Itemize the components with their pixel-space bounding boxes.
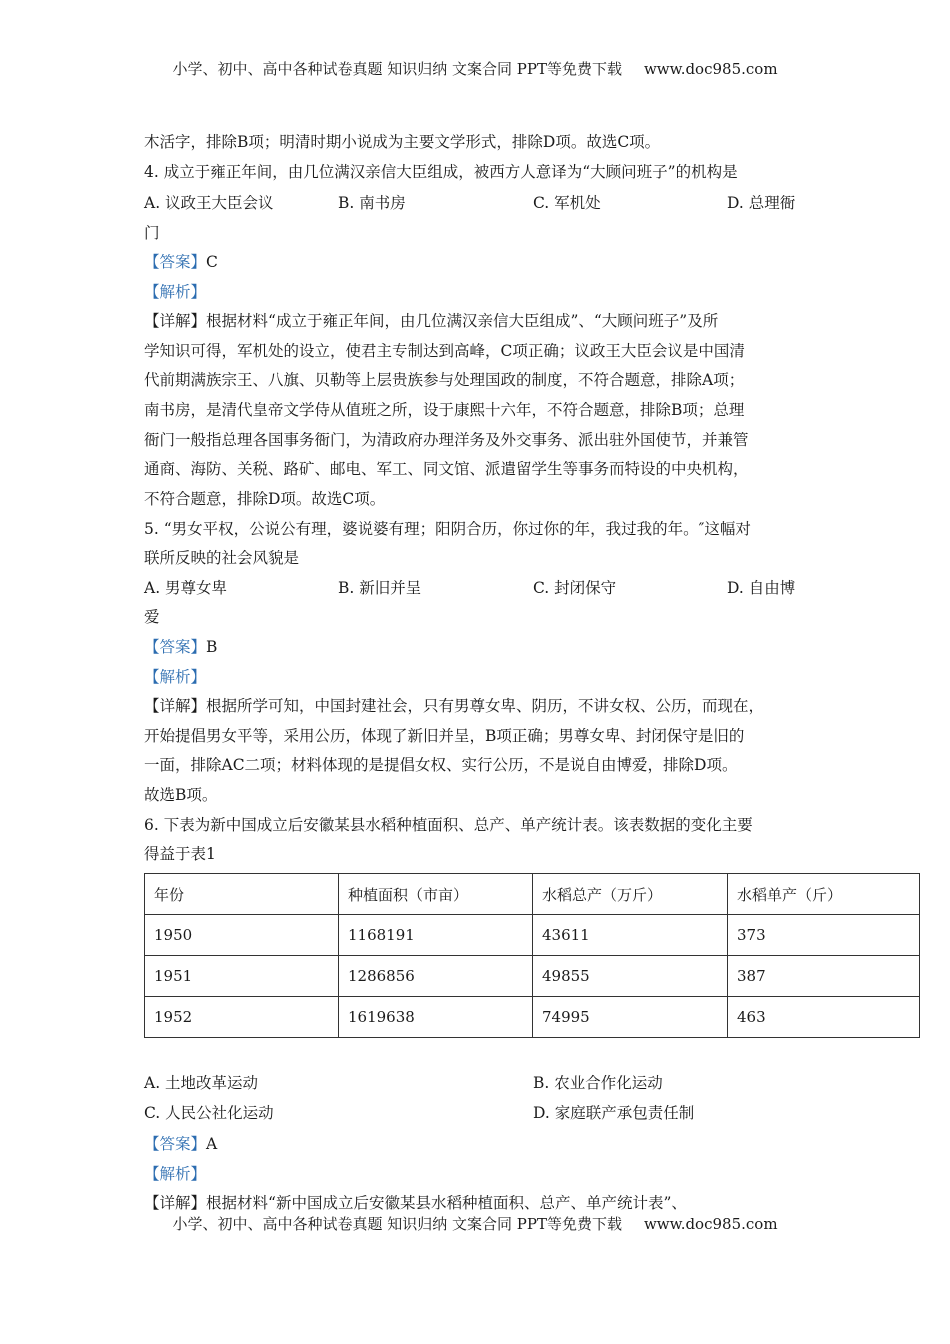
q5-option-d: D. 自由博 [727, 579, 796, 597]
q5-analysis-tag: 【解析】 [144, 668, 207, 686]
q4-detail-line-7: 不符合题意，排除D项。故选C项。 [144, 490, 386, 508]
detail-tag: 【详解】 [144, 697, 207, 715]
q6-stem-line-1: 6. 下表为新中国成立后安徽某县水稻种植面积、总产、单产统计表。该表数据的变化主要 [144, 816, 753, 834]
q4-option-b: B. 南书房 [338, 194, 406, 212]
detail-tag: 【详解】 [144, 1194, 207, 1212]
footer-text: 小学、初中、高中各种试卷真题 知识归纳 文案合同 PPT等免费下载 [172, 1215, 622, 1233]
header-url[interactable]: www.doc985.com [643, 60, 778, 78]
q5-detail-line-4: 故选B项。 [144, 786, 218, 804]
q5-detail-line-1 [144, 696, 764, 716]
footer-url[interactable]: www.doc985.com [643, 1215, 778, 1233]
q5-detail-line-3: 一面，排除AC二项；材料体现的是提倡女权、实行公历，不是说自由博爱，排除D项。 [144, 756, 738, 774]
table-cell: 49855 [533, 956, 728, 997]
q5-option-c: C. 封闭保守 [533, 579, 617, 597]
q4-answer-value: C [206, 253, 218, 271]
q4-stem: 4. 成立于雍正年间，由几位满汉亲信大臣组成，被西方人意译为“大顾问班子”的机构是 [144, 163, 738, 181]
q4-option-d: D. 总理衙 [727, 194, 796, 212]
q6-option-d: D. 家庭联产承包责任制 [533, 1104, 695, 1122]
detail-tag: 【详解】 [144, 312, 207, 330]
table-cell: 463 [728, 997, 920, 1038]
answer-tag: 【答案】 [144, 638, 207, 656]
page-header [0, 58, 950, 79]
q4-analysis-tag: 【解析】 [144, 283, 207, 301]
answer-tag: 【答案】 [144, 253, 207, 271]
q4-detail-line-6: 通商、海防、关税、路矿、邮电、军工、同文馆、派遣留学生等事务而特设的中央机构， [144, 460, 749, 478]
table-cell: 1168191 [339, 915, 533, 956]
q6-option-c: C. 人民公社化运动 [144, 1104, 274, 1122]
q5-option-b: B. 新旧并呈 [338, 579, 422, 597]
rice-statistics-table [144, 873, 920, 1038]
q6-detail-text-1: 根据材料“新中国成立后安徽某县水稻种植面积、总产、单产统计表”、 [206, 1194, 687, 1212]
table-header-cell: 种植面积（市亩） [339, 874, 533, 915]
q5-option-a: A. 男尊女卑 [144, 579, 228, 597]
table-header-cell: 年份 [145, 874, 339, 915]
q4-option-d-wrap: 门 [144, 224, 160, 242]
page-footer [0, 1213, 950, 1234]
table-cell: 1950 [145, 915, 339, 956]
table-cell: 373 [728, 915, 920, 956]
q4-detail-line-3: 代前期满族宗王、八旗、贝勒等上层贵族参与处理国政的制度，不符合题意，排除A项； [144, 371, 745, 389]
q5-stem-line-2: 联所反映的社会风貌是 [144, 549, 300, 567]
table-row [145, 956, 920, 997]
q4-detail-line-1 [144, 311, 718, 331]
q4-option-c: C. 军机处 [533, 194, 601, 212]
header-text: 小学、初中、高中各种试卷真题 知识归纳 文案合同 PPT等免费下载 [172, 60, 622, 78]
q6-answer-value: A [206, 1135, 218, 1153]
table-cell: 1951 [145, 956, 339, 997]
table-row [145, 997, 920, 1038]
table-header-cell: 水稻单产（斤） [728, 874, 920, 915]
q5-option-d-wrap: 爱 [144, 608, 160, 626]
q5-answer-value: B [206, 638, 218, 656]
q4-detail-line-5: 衙门一般指总理各国事务衙门，为清政府办理洋务及外交事务、派出驻外国使节，并兼管 [144, 431, 749, 449]
table-header-cell: 水稻总产（万斤） [533, 874, 728, 915]
q4-detail-line-4: 南书房，是清代皇帝文学侍从值班之所，设于康熙十六年，不符合题意，排除B项；总理 [144, 401, 745, 419]
q6-analysis-tag: 【解析】 [144, 1165, 207, 1183]
table-cell: 1952 [145, 997, 339, 1038]
q4-option-a: A. 议政王大臣会议 [144, 194, 274, 212]
table-cell: 1619638 [339, 997, 533, 1038]
q5-detail-text-1: 根据所学可知，中国封建社会，只有男尊女卑、阴历，不讲女权、公历，而现在， [206, 697, 765, 715]
table-header-row [145, 874, 920, 915]
q6-option-b: B. 农业合作化运动 [533, 1074, 663, 1092]
q4-detail-line-2: 学知识可得，军机处的设立，使君主专制达到高峰，C项正确；议政王大臣会议是中国清 [144, 342, 745, 360]
q5-answer [144, 637, 217, 657]
q5-detail-line-2: 开始提倡男女平等，采用公历，体现了新旧并呈，B项正确；男尊女卑、封闭保守是旧的 [144, 727, 745, 745]
q6-answer [144, 1134, 217, 1154]
q6-stem-line-2: 得益于表1 [144, 845, 216, 863]
table-cell: 1286856 [339, 956, 533, 997]
table-cell: 387 [728, 956, 920, 997]
prev-analysis-tail: 木活字，排除B项；明清时期小说成为主要文学形式，排除D项。故选C项。 [144, 133, 661, 151]
table-cell: 43611 [533, 915, 728, 956]
q4-detail-text-1: 根据材料“成立于雍正年间，由几位满汉亲信大臣组成”、“大顾问班子”及所 [206, 312, 719, 330]
q5-stem-line-1: 5. “男女平权，公说公有理，婆说婆有理；阳阴合历，你过你的年，我过我的年。″这幅对 [144, 520, 751, 538]
q4-answer [144, 252, 218, 272]
q6-option-a: A. 土地改革运动 [144, 1074, 259, 1092]
table-row [145, 915, 920, 956]
q6-detail-line-1 [144, 1193, 687, 1213]
table-cell: 74995 [533, 997, 728, 1038]
answer-tag: 【答案】 [144, 1135, 207, 1153]
